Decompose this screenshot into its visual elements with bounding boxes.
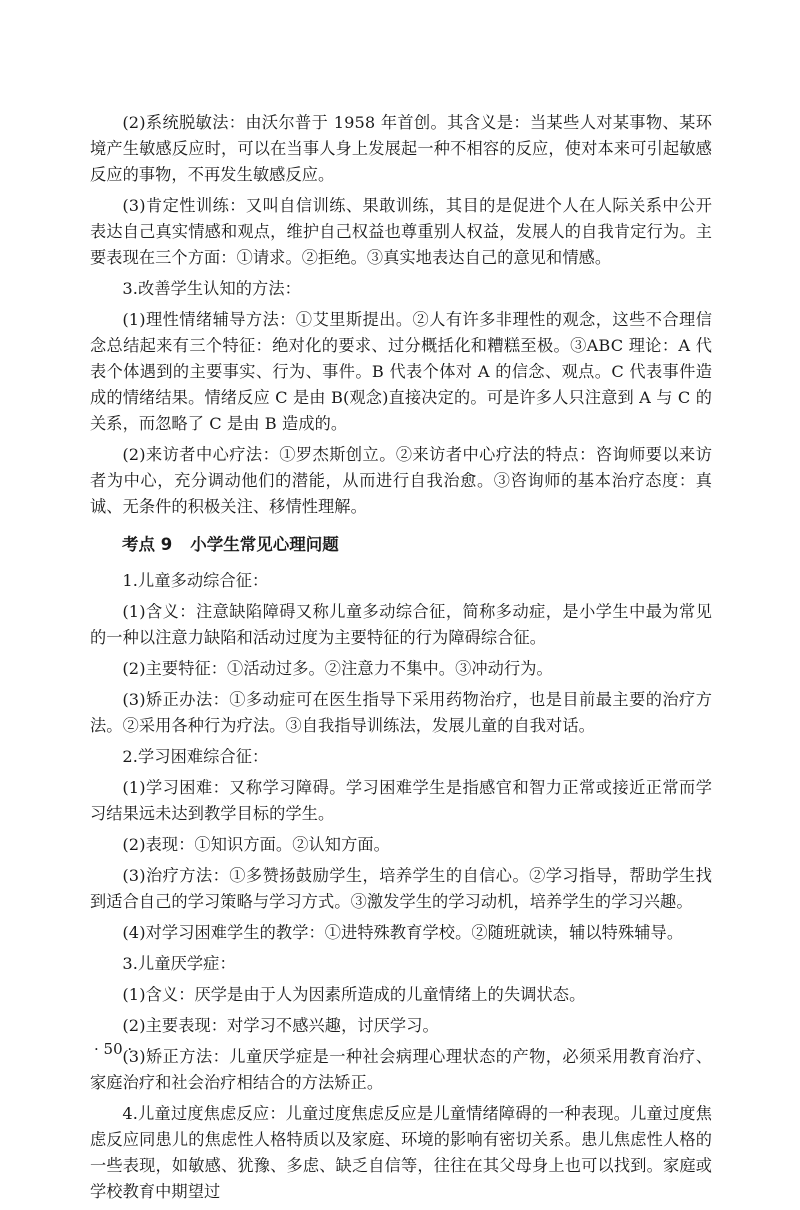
paragraph-learning-difficulty-teaching: (4)对学习困难学生的教学：①进特殊教育学校。②随班就读，辅以特殊辅导。 [122,923,684,942]
paragraph-cognition-methods-heading: 3.改善学生认知的方法： [122,279,301,298]
paragraph-adhd-features: (2)主要特征：①活动过多。②注意力不集中。③冲动行为。 [122,659,553,678]
paragraph-assertiveness-training: (3)肯定性训练：又叫自信训练、果敢训练，其目的是促进个人在人际关系中公开表达自己真实情感和观点，维护自己权益也尊重别人权益，发展人的自我肯定行为。主要表现在三个方面：①请求。②拒绝。③真实地表达自己的意见和情感。 [90,196,712,267]
paragraph-learning-difficulty-heading: 2.学习困难综合征： [122,747,269,766]
paragraph-school-aversion-definition: (1)含义：厌学是由于人为因素所造成的儿童情绪上的失调状态。 [122,985,586,1004]
paragraph-school-aversion-treatment: (3)矫正方法：儿童厌学症是一种社会病理心理状态的产物，必须采用教育治疗、家庭治疗和社会治疗相结合的方法矫正。 [90,1047,712,1092]
section-title: 小学生常见心理问题 [190,535,339,554]
page-body [90,110,712,1210]
page-number: · 50 · [94,1040,133,1058]
section-number: 考点 9 [122,535,173,554]
upper-text-block [90,110,712,520]
paragraph-anxiety-reaction: 4.儿童过度焦虑反应：儿童过度焦虑反应是儿童情绪障碍的一种表现。儿童过度焦虑反应同患儿的焦虑性人格特质以及家庭、环境的影响有密切关系。患儿焦虑性人格的一些表现，如敏感、犹豫、多虑、缺乏自信等，往往在其父母身上也可以找到。家庭或学校教育中期望过 [90,1104,712,1201]
paragraph-client-centered: (2)来访者中心疗法：①罗杰斯创立。②来访者中心疗法的特点：咨询师要以来访者为中心，充分调动他们的潜能，从而进行自我治愈。③咨询师的基本治疗态度：真诚、无条件的积极关注、移情性理解。 [90,445,712,516]
paragraph-systematic-desensitization: (2)系统脱敏法：由沃尔普于 1958 年首创。其含义是：当某些人对某事物、某环境产生敏感反应时，可以在当事人身上发展起一种不相容的反应，使对本来可引起敏感反应的事物，不再发生敏感反应。 [90,113,712,184]
section-heading [90,532,712,558]
paragraph-school-aversion-signs: (2)主要表现：对学习不感兴趣，讨厌学习。 [122,1016,439,1035]
paragraph-learning-difficulty-definition: (1)学习困难：又称学习障碍。学习困难学生是指感官和智力正常或接近正常而学习结果远未达到教学目标的学生。 [90,778,712,823]
lower-text-block [90,568,712,1205]
paragraph-rational-emotive: (1)理性情绪辅导方法：①艾里斯提出。②人有许多非理性的观念，这些不合理信念总结起来有三个特征：绝对化的要求、过分概括化和糟糕至极。③ABC 理论：A 代表个体遇到的主要事实、行为、事件。B 代表个体对 A 的信念、观点。C 代表事件造成的情绪结果。情绪反应 C 是由 B(观念)直接决定的。可是许多人只注意到 A 与 C 的关系，而忽略了 C 是由 B 造成的。 [90,310,712,433]
paragraph-learning-difficulty-signs: (2)表现：①知识方面。②认知方面。 [122,835,390,854]
paragraph-adhd-definition: (1)含义：注意缺陷障碍又称儿童多动综合征，简称多动症，是小学生中最为常见的一种以注意力缺陷和活动过度为主要特征的行为障碍综合征。 [90,602,712,647]
paragraph-adhd-heading: 1.儿童多动综合征： [122,571,269,590]
paragraph-learning-difficulty-treatment: (3)治疗方法：①多赞扬鼓励学生，培养学生的自信心。②学习指导，帮助学生找到适合自己的学习策略与学习方式。③激发学生的学习动机，培养学生的学习兴趣。 [90,866,712,911]
paragraph-school-aversion-heading: 3.儿童厌学症： [122,954,236,973]
paragraph-adhd-treatment: (3)矫正办法：①多动症可在医生指导下采用药物治疗，也是目前最主要的治疗方法。②采用各种行为疗法。③自我指导训练法，发展儿童的自我对话。 [90,690,712,735]
